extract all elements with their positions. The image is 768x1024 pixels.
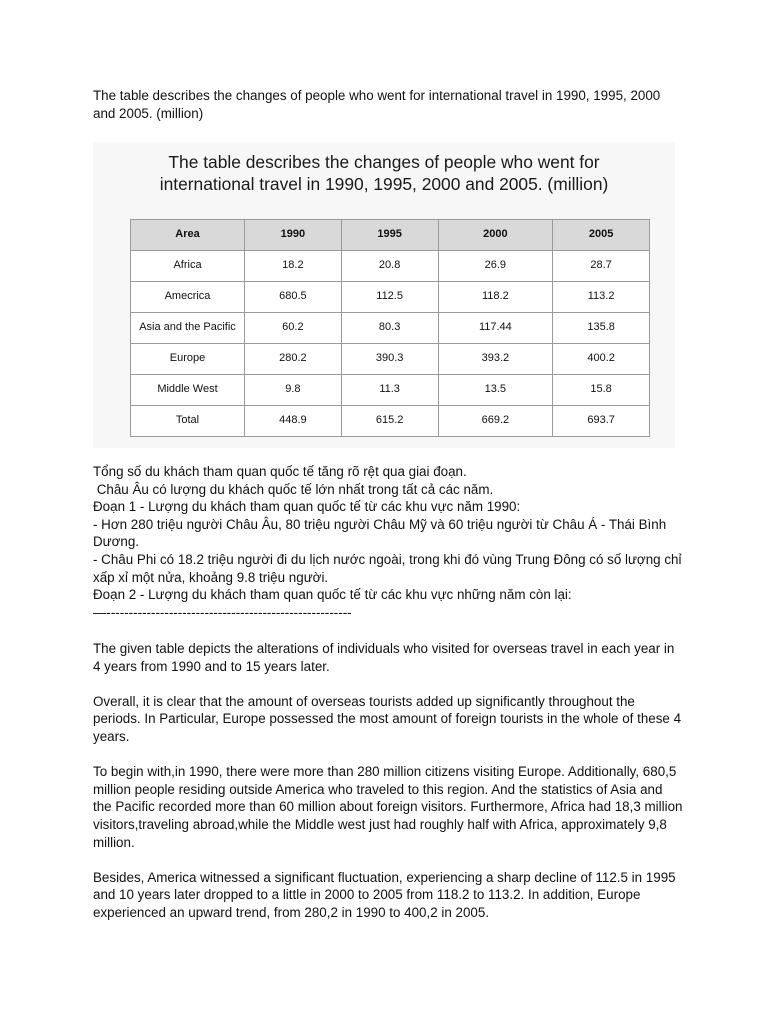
table-cell: 60.2 [245,313,342,344]
table-cell: 18.2 [245,251,342,282]
table-cell: Europe [131,344,245,375]
table-row [131,313,650,344]
table-row [131,282,650,313]
table-cell: 280.2 [245,344,342,375]
table-cell: 693.7 [553,406,650,437]
table-cell: 680.5 [245,282,342,313]
table-cell: 13.5 [438,375,553,406]
table-cell: Asia and the Pacific [131,313,245,344]
table-cell: 15.8 [553,375,650,406]
essay-body-1: To begin with,in 1990, there were more than 280 million citizens visiting Europe. Additionally, 680,5 million people residing outside America who traveled to this region. And the statistics of Asia and the Pacific recorded more than 60 million about foreign visitors. Furthermore, Africa had 18,3 million visitors,traveling abroad,while the Middle west just had roughly half with Africa, approximately 9,8 million. [93,764,683,850]
separator-line: —------------------------------------------------------- [93,604,352,620]
table-cell: Middle West [131,375,245,406]
note-line: Tổng số du khách tham quan quốc tế tăng rõ rệt qua giai đoạn. [93,464,467,479]
table-cell: Amecrica [131,282,245,313]
table-cell: 26.9 [438,251,553,282]
table-header-row [131,220,650,251]
table-cell: Africa [131,251,245,282]
table-cell: 669.2 [438,406,553,437]
table-row [131,344,650,375]
note-line: Đoạn 2 - Lượng du khách tham quan quốc tế từ các khu vực những năm còn lại: [93,587,572,603]
header-cell: 1995 [341,220,438,251]
essay-overview: Overall, it is clear that the amount of overseas tourists added up significantly throughout the periods. In Particular, Europe possessed the most amount of foreign tourists in the whole of these 4 years. [93,693,682,744]
table-cell: 448.9 [245,406,342,437]
table-cell: 80.3 [341,313,438,344]
figure-title [93,152,675,195]
table-cell: 113.2 [553,282,650,313]
table-cell: 117.44 [438,313,553,344]
table-cell: 390.3 [341,344,438,375]
intro-paragraph: The table describes the changes of people who went for international travel in 1990, 1995, 2000 and 2005. (million) [93,88,661,121]
note-line: - Châu Phi có 18.2 triệu người đi du lịch nước ngoài, trong khi đó vùng Trung Đông có số lượng chỉ xấp xỉ một nửa, khoảng 9.8 triệu người. [93,551,682,585]
table-cell: Total [131,406,245,437]
table-row [131,251,650,282]
table-cell: 393.2 [438,344,553,375]
table-row-total [131,406,650,437]
travel-data-table [130,219,650,437]
table-figure [93,142,675,448]
table-cell: 615.2 [341,406,438,437]
table-row [131,375,650,406]
table-cell: 135.8 [553,313,650,344]
table-cell: 11.3 [341,375,438,406]
note-line: Châu Âu có lượng du khách quốc tế lớn nhất trong tất cả các năm. [93,481,494,497]
vietnamese-notes [93,463,683,621]
header-cell: 1990 [245,220,342,251]
note-line: - Hơn 280 triệu người Châu Âu, 80 triệu người Châu Mỹ và 60 triệu người từ Châu Á - Thái Bình Dương. [93,516,667,550]
table-cell: 400.2 [553,344,650,375]
table-cell: 118.2 [438,282,553,313]
header-cell: 2000 [438,220,553,251]
note-line: Đoạn 1 - Lượng du khách tham quan quốc tế từ các khu vực năm 1990: [93,499,521,515]
essay-introduction: The given table depicts the alterations of individuals who visited for overseas travel in each year in 4 years from 1990 and to 15 years later. [93,641,675,674]
table-cell: 112.5 [341,282,438,313]
essay-body-2: Besides, America witnessed a significant fluctuation, experiencing a sharp decline of 112.5 in 1995 and 10 years later dropped to a little in 2000 to 2005 from 118.2 to 113.2. In addition, Europe experienced an upward trend, from 280,2 in 1990 to 400,2 in 2005. [93,869,676,920]
figure-title-line-2: international travel in 1990, 1995, 2000 and 2005. (million) [159,173,609,194]
table-cell: 20.8 [341,251,438,282]
essay [93,640,683,939]
header-cell: 2005 [553,220,650,251]
table-cell: 9.8 [245,375,342,406]
table-cell: 28.7 [553,251,650,282]
figure-title-line-1: The table describes the changes of people who went for [168,152,600,172]
header-cell: Area [131,220,245,251]
